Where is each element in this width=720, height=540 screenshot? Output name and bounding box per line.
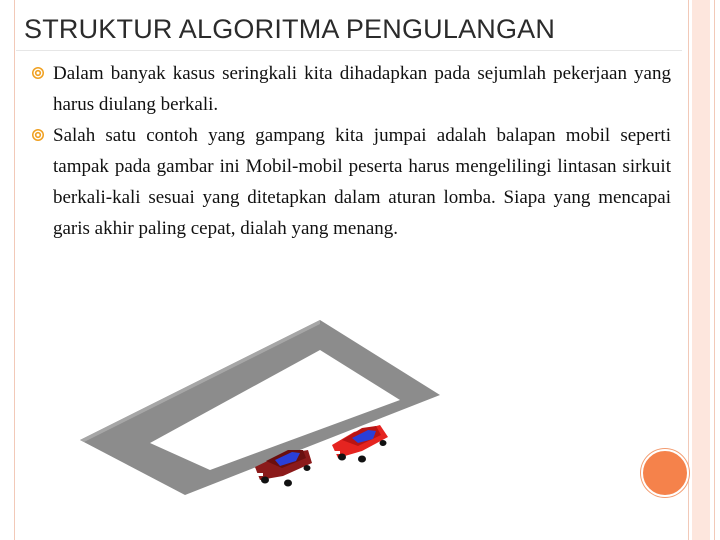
frame-line-left: [14, 0, 15, 540]
bullet-item: [31, 58, 671, 120]
gear-bullet-icon: [31, 66, 45, 80]
gear-bullet-icon: [31, 128, 45, 142]
right-accent-bar: [692, 0, 710, 540]
decorative-orange-circle: [641, 449, 689, 497]
frame-line-right-inner: [688, 0, 689, 540]
bullet-list: [31, 58, 671, 244]
bullet-text: Dalam banyak kasus seringkali kita dihadapkan pada sejumlah pekerjaan yang harus diulang berkali.: [53, 63, 671, 115]
race-track-illustration: [70, 310, 450, 495]
title-divider: [16, 50, 682, 51]
frame-line-right-outer: [714, 0, 715, 540]
bullet-text: Salah satu contoh yang gampang kita jumpai adalah balapan mobil seperti tampak pada gambar ini Mobil-mobil peserta harus mengelilingi lintasan sirkuit berkali-kali sesuai yang ditetapkan dalam aturan lomba. Siapa yang mencapai garis akhir paling cepat, dialah yang menang.: [53, 125, 671, 239]
slide-title: STRUKTUR ALGORITMA PENGULANGAN: [24, 14, 556, 44]
bullet-item: [31, 120, 671, 244]
